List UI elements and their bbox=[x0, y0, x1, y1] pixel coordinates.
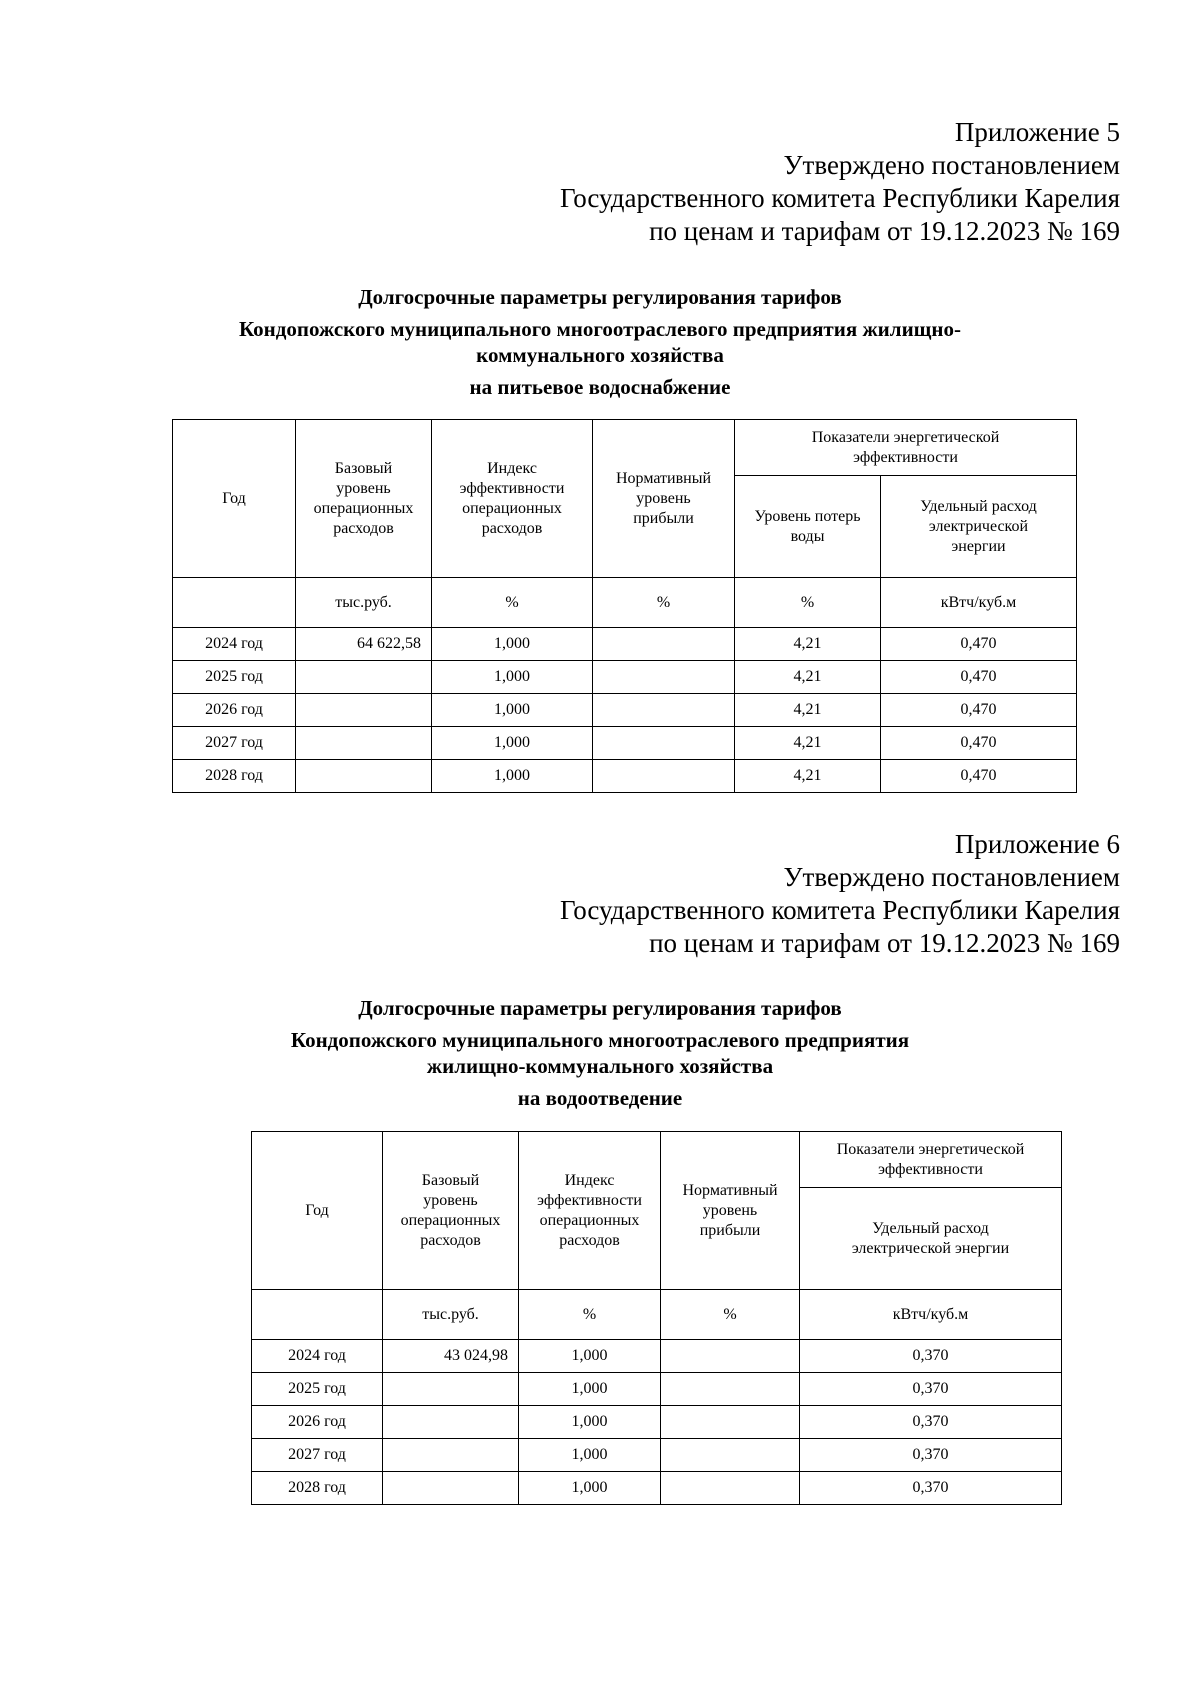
cell-elec: 0,470 bbox=[881, 628, 1077, 661]
appendix-6-approved: Утверждено постановлением bbox=[783, 862, 1120, 892]
cell-elec: 0,470 bbox=[881, 727, 1077, 760]
cell-base: 64 622,58 bbox=[296, 628, 432, 661]
water-supply-table bbox=[172, 419, 1077, 793]
cell-base bbox=[296, 760, 432, 793]
cell-year: 2025 год bbox=[252, 1373, 383, 1406]
cell-loss: 4,21 bbox=[735, 694, 881, 727]
cell-year: 2026 год bbox=[173, 694, 296, 727]
cell-base bbox=[296, 694, 432, 727]
cell-elec: 0,470 bbox=[881, 661, 1077, 694]
appendix-5-approved: Утверждено постановлением bbox=[783, 150, 1120, 180]
header-efficiency-index: Индекс эффективности операционных расходов bbox=[432, 420, 593, 578]
title-6-line-2: Кондопожского муниципального многоотраслевого предприятия bbox=[290, 1028, 910, 1052]
table-row bbox=[252, 1373, 1062, 1406]
title-5-line-3: коммунального хозяйства bbox=[476, 343, 724, 367]
appendix-5-header bbox=[560, 116, 1120, 248]
title-5-line-4: на питьевое водоснабжение bbox=[469, 375, 731, 399]
appendix-6-resolution: по ценам и тарифам от 19.12.2023 № 169 bbox=[649, 928, 1120, 958]
title-5-line-2: Кондопожского муниципального многоотраслевого предприятия жилищно- bbox=[239, 317, 961, 341]
cell-profit bbox=[661, 1472, 800, 1505]
cell-base: 43 024,98 bbox=[383, 1340, 519, 1373]
header-efficiency-index: Индекс эффективности операционных расходов bbox=[519, 1132, 661, 1290]
unit-electricity: кВтч/куб.м bbox=[800, 1290, 1062, 1340]
appendix-6-number: Приложение 6 bbox=[954, 829, 1120, 859]
unit-base-level: тыс.руб. bbox=[383, 1290, 519, 1340]
appendix-5-resolution: по ценам и тарифам от 19.12.2023 № 169 bbox=[649, 216, 1120, 246]
cell-elec: 0,470 bbox=[881, 760, 1077, 793]
cell-index: 1,000 bbox=[519, 1472, 661, 1505]
cell-year: 2024 год bbox=[173, 628, 296, 661]
header-profit-level: Нормативный уровень прибыли bbox=[661, 1132, 800, 1290]
table-row bbox=[252, 1406, 1062, 1439]
cell-index: 1,000 bbox=[519, 1340, 661, 1373]
title-6-line-1: Долгосрочные параметры регулирования тарифов bbox=[358, 996, 842, 1020]
cell-base bbox=[383, 1373, 519, 1406]
unit-electricity: кВтч/куб.м bbox=[881, 578, 1077, 628]
appendix-6-committee: Государственного комитета Республики Карелия bbox=[559, 895, 1120, 925]
cell-index: 1,000 bbox=[519, 1373, 661, 1406]
header-base-level: Базовый уровень операционных расходов bbox=[383, 1132, 519, 1290]
cell-loss: 4,21 bbox=[735, 727, 881, 760]
cell-profit bbox=[661, 1373, 800, 1406]
units-row bbox=[173, 578, 1077, 628]
unit-year bbox=[252, 1290, 383, 1340]
cell-index: 1,000 bbox=[432, 628, 593, 661]
cell-year: 2028 год bbox=[252, 1472, 383, 1505]
cell-loss: 4,21 bbox=[735, 628, 881, 661]
appendix-6-header bbox=[560, 828, 1120, 960]
header-electricity: Удельный расход электрической энергии bbox=[800, 1188, 1062, 1290]
cell-base bbox=[296, 727, 432, 760]
cell-profit bbox=[661, 1439, 800, 1472]
table-row bbox=[252, 1472, 1062, 1505]
unit-water-loss: % bbox=[735, 578, 881, 628]
cell-index: 1,000 bbox=[432, 661, 593, 694]
header-energy-group: Показатели энергетической эффективности bbox=[800, 1132, 1062, 1188]
cell-loss: 4,21 bbox=[735, 661, 881, 694]
cell-base bbox=[383, 1439, 519, 1472]
cell-index: 1,000 bbox=[432, 727, 593, 760]
cell-elec: 0,370 bbox=[800, 1340, 1062, 1373]
cell-elec: 0,370 bbox=[800, 1439, 1062, 1472]
cell-loss: 4,21 bbox=[735, 760, 881, 793]
cell-base bbox=[296, 661, 432, 694]
header-water-loss: Уровень потерь воды bbox=[735, 476, 881, 578]
cell-base bbox=[383, 1406, 519, 1439]
cell-year: 2026 год bbox=[252, 1406, 383, 1439]
cell-elec: 0,370 bbox=[800, 1472, 1062, 1505]
cell-year: 2027 год bbox=[252, 1439, 383, 1472]
header-energy-group: Показатели энергетической эффективности bbox=[735, 420, 1077, 476]
table-row bbox=[252, 1340, 1062, 1373]
cell-profit bbox=[593, 661, 735, 694]
cell-year: 2024 год bbox=[252, 1340, 383, 1373]
appendix-5-committee: Государственного комитета Республики Карелия bbox=[559, 183, 1120, 213]
cell-year: 2027 год bbox=[173, 727, 296, 760]
table-6-title bbox=[0, 995, 1200, 1111]
header-profit-level: Нормативный уровень прибыли bbox=[593, 420, 735, 578]
cell-profit bbox=[593, 760, 735, 793]
unit-efficiency-index: % bbox=[432, 578, 593, 628]
cell-elec: 0,370 bbox=[800, 1373, 1062, 1406]
wastewater-table bbox=[251, 1131, 1062, 1505]
unit-profit-level: % bbox=[593, 578, 735, 628]
unit-efficiency-index: % bbox=[519, 1290, 661, 1340]
unit-base-level: тыс.руб. bbox=[296, 578, 432, 628]
table-row bbox=[173, 760, 1077, 793]
title-6-line-4: на водоотведение bbox=[517, 1086, 683, 1110]
appendix-5-number: Приложение 5 bbox=[954, 117, 1120, 147]
table-row bbox=[252, 1439, 1062, 1472]
cell-profit bbox=[661, 1340, 800, 1373]
header-electricity: Удельный расход электрической энергии bbox=[881, 476, 1077, 578]
title-6-line-3: жилищно-коммунального хозяйства bbox=[426, 1054, 774, 1078]
table-row bbox=[173, 694, 1077, 727]
cell-base bbox=[383, 1472, 519, 1505]
title-5-line-1: Долгосрочные параметры регулирования тарифов bbox=[358, 285, 842, 309]
table-5-title bbox=[0, 284, 1200, 400]
cell-profit bbox=[593, 727, 735, 760]
cell-index: 1,000 bbox=[519, 1406, 661, 1439]
cell-year: 2028 год bbox=[173, 760, 296, 793]
unit-profit-level: % bbox=[661, 1290, 800, 1340]
units-row bbox=[252, 1290, 1062, 1340]
cell-profit bbox=[661, 1406, 800, 1439]
unit-year bbox=[173, 578, 296, 628]
cell-profit bbox=[593, 694, 735, 727]
header-year: Год bbox=[252, 1132, 383, 1290]
cell-index: 1,000 bbox=[432, 694, 593, 727]
cell-elec: 0,370 bbox=[800, 1406, 1062, 1439]
cell-index: 1,000 bbox=[519, 1439, 661, 1472]
cell-index: 1,000 bbox=[432, 760, 593, 793]
table-row bbox=[173, 661, 1077, 694]
table-row bbox=[173, 628, 1077, 661]
cell-elec: 0,470 bbox=[881, 694, 1077, 727]
header-year: Год bbox=[173, 420, 296, 578]
header-base-level: Базовый уровень операционных расходов bbox=[296, 420, 432, 578]
cell-profit bbox=[593, 628, 735, 661]
table-row bbox=[173, 727, 1077, 760]
cell-year: 2025 год bbox=[173, 661, 296, 694]
